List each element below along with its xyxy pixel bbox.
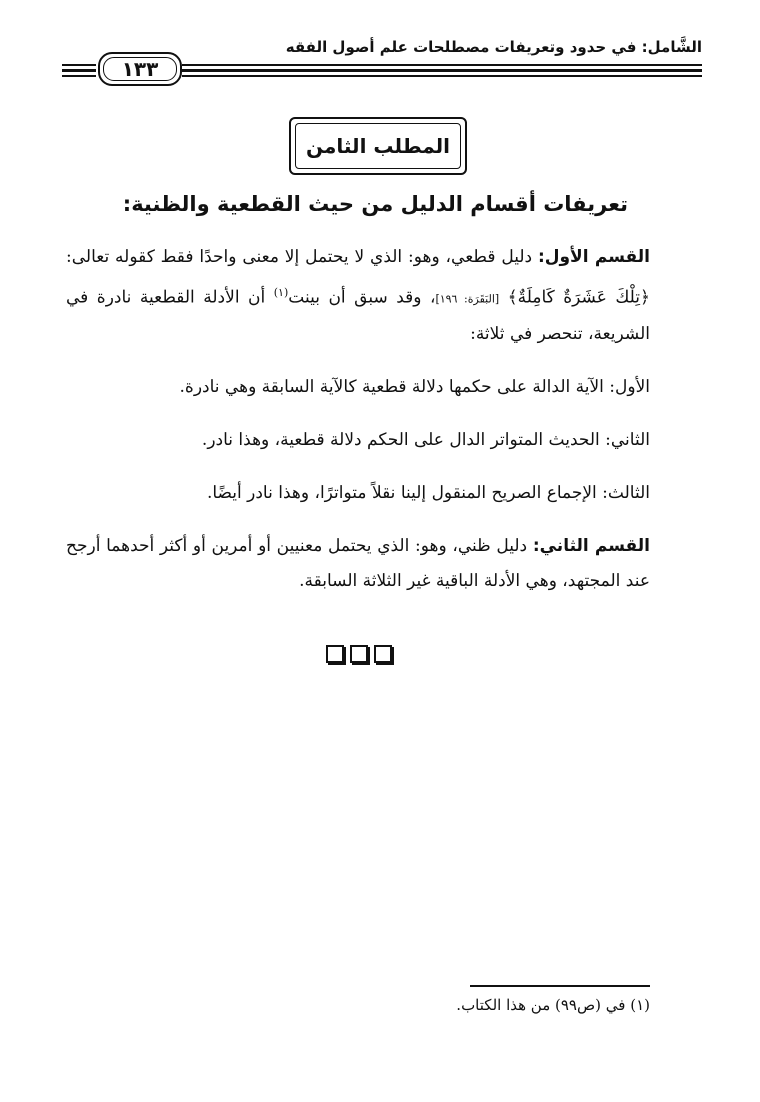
paragraph-item-1: الأول: الآية الدالة على حكمها دلالة قطعية كالآية السابقة وهي نادرة.: [179, 376, 650, 397]
section-title-box: [289, 117, 467, 175]
footnote: [456, 996, 650, 1014]
square-ornament-icon: [374, 645, 392, 663]
page-number-text: ١٣٣: [121, 57, 159, 81]
section-end-ornament: [326, 645, 392, 663]
page-header: [62, 38, 702, 81]
square-ornament-icon: [326, 645, 344, 663]
paragraph-text: ، وقد سبق أن بينت: [288, 287, 436, 308]
quran-citation: [البَقَرَة: ١٩٦]: [435, 292, 500, 306]
paragraph-label: القسم الثاني:: [532, 535, 650, 556]
paragraph-text: دليل ظني، وهو: الذي يحتمل معنيين أو أمرين أو أكثر أحدهما أرجح عند المجتهد، وهي الأدلة الباقية غير الثلاثة السابقة.: [66, 535, 650, 591]
section-title: المطلب الثامن: [306, 134, 450, 158]
page-number: [98, 52, 182, 86]
paragraph-item-3: الثالث: الإجماع الصريح المنقول إلينا نقلاً متواترًا، وهذا نادر أيضًا.: [206, 482, 650, 503]
header-rule: [182, 64, 702, 66]
running-title: الشَّامل: في حدود وتعريفات مصطلحات علم أصول الفقه: [285, 38, 702, 56]
section-heading: تعريفات أقسام الدليل من حيث القطعية والظنية:: [122, 192, 628, 216]
footnote-marker: (١): [630, 996, 650, 1014]
header-rule: [182, 75, 702, 77]
paragraph-label: القسم الأول:: [537, 247, 650, 267]
header-rule: [182, 69, 702, 72]
footnote-reference: (١): [273, 286, 289, 299]
footnote-text: في (ص٩٩) من هذا الكتاب.: [456, 996, 626, 1014]
header-rule: [62, 64, 96, 66]
footnote-divider: [470, 985, 650, 987]
paragraph-text: دليل قطعي، وهو: الذي لا يحتمل إلا معنى واحدًا فقط كقوله تعالى: ﴿تِلْكَ عَشَرَةٌ كَامِلَةٌ﴾: [66, 247, 650, 308]
header-rule: [62, 75, 96, 77]
square-ornament-icon: [350, 645, 368, 663]
header-rule: [62, 69, 96, 72]
paragraph-text: أن الأدلة القطعية نادرة في الشريعة، تنحصر في ثلاثة:: [66, 287, 650, 344]
paragraph-first-type: [66, 240, 650, 352]
paragraph-second-type: [66, 529, 650, 599]
body-text: [66, 240, 650, 617]
paragraph-item-2: الثاني: الحديث المتواتر الدال على الحكم دلالة قطعية، وهذا نادر.: [201, 429, 650, 450]
